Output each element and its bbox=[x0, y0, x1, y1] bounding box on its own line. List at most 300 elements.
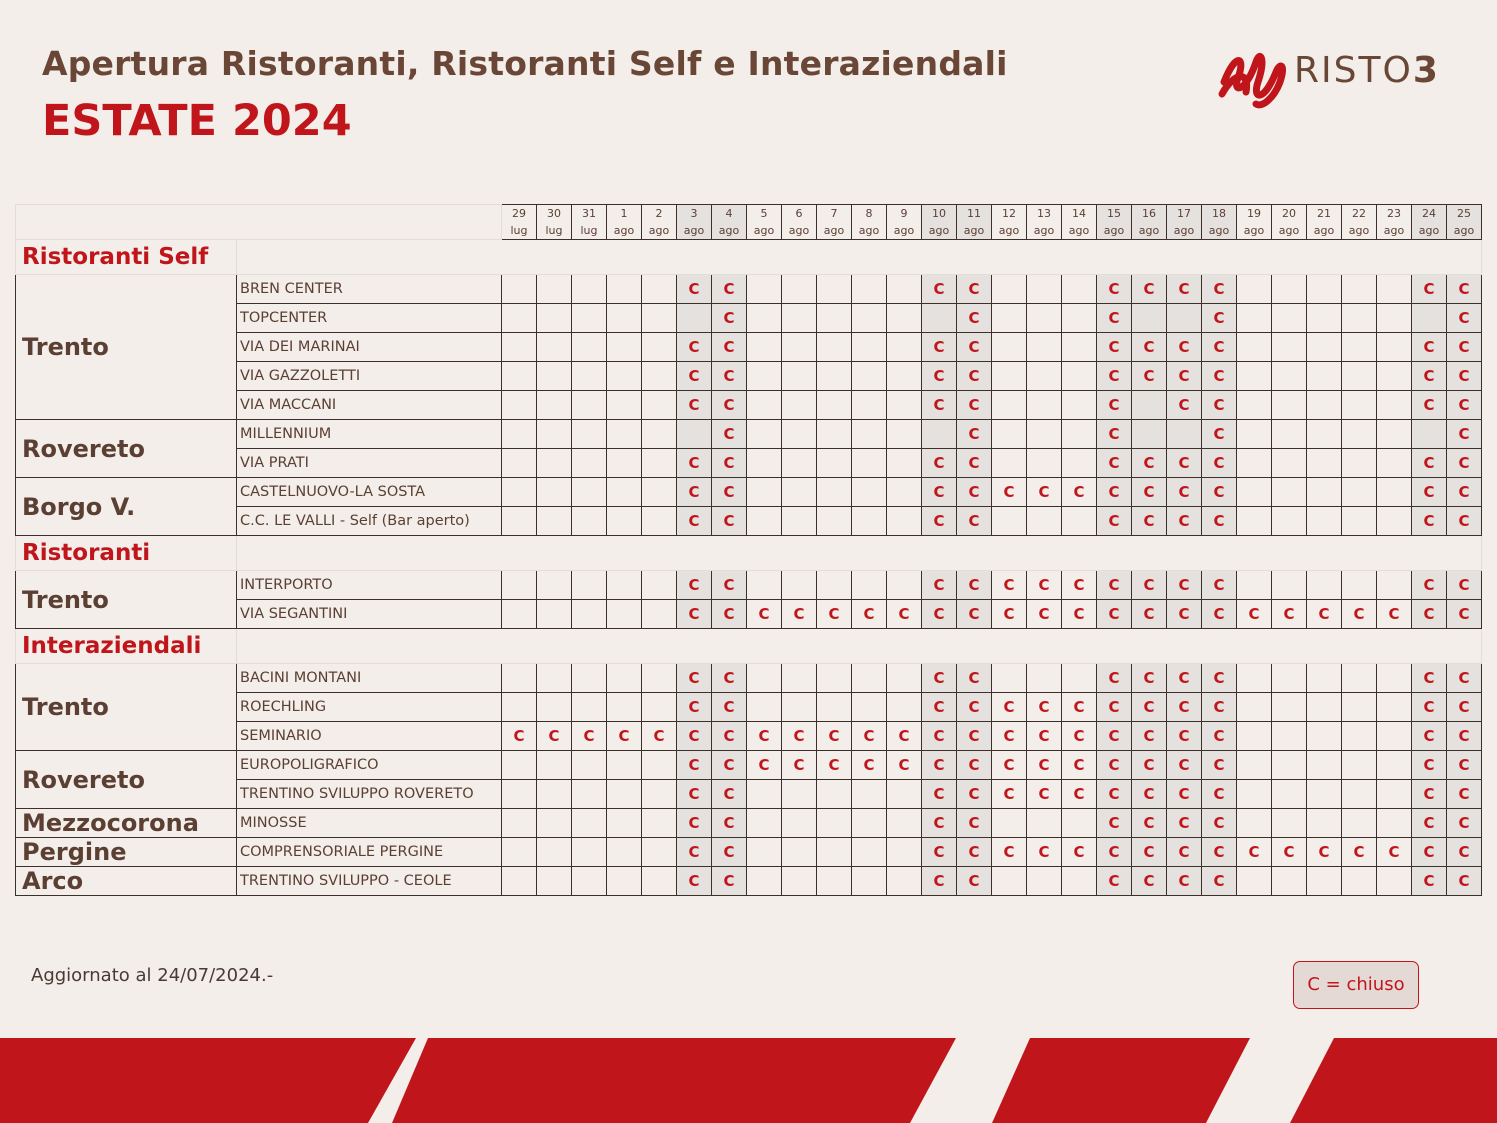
open-cell bbox=[1062, 362, 1097, 391]
closed-cell: C bbox=[1202, 780, 1237, 809]
open-cell bbox=[607, 867, 642, 896]
section-spacer bbox=[237, 629, 1482, 664]
open-cell bbox=[747, 693, 782, 722]
open-cell bbox=[537, 449, 572, 478]
open-cell bbox=[572, 600, 607, 629]
open-cell bbox=[1377, 571, 1412, 600]
open-cell bbox=[887, 449, 922, 478]
day-number: 11 bbox=[967, 207, 981, 220]
open-cell bbox=[782, 693, 817, 722]
closed-cell: C bbox=[922, 275, 957, 304]
day-number: 23 bbox=[1387, 207, 1401, 220]
closed-cell: C bbox=[957, 478, 992, 507]
month-label: ago bbox=[1068, 224, 1090, 237]
closed-cell: C bbox=[1167, 478, 1202, 507]
open-cell bbox=[992, 362, 1027, 391]
closed-cell: C bbox=[922, 751, 957, 780]
closed-cell: C bbox=[1097, 275, 1132, 304]
day-number: 4 bbox=[725, 207, 733, 220]
open-cell bbox=[887, 478, 922, 507]
closed-cell: C bbox=[817, 751, 852, 780]
closed-cell: C bbox=[887, 751, 922, 780]
scribble-mark-icon bbox=[1222, 56, 1283, 104]
month-label: ago bbox=[1173, 224, 1195, 237]
open-cell bbox=[1027, 420, 1062, 449]
closed-cell: C bbox=[1132, 838, 1167, 867]
open-cell bbox=[502, 333, 537, 362]
open-cell bbox=[537, 304, 572, 333]
closed-cell: C bbox=[712, 867, 747, 896]
closed-cell: C bbox=[992, 600, 1027, 629]
open-cell bbox=[852, 304, 887, 333]
restaurant-name: SEMINARIO bbox=[237, 722, 502, 751]
closed-cell: C bbox=[1097, 362, 1132, 391]
closed-cell: C bbox=[957, 722, 992, 751]
closed-cell: C bbox=[1062, 571, 1097, 600]
open-cell bbox=[572, 275, 607, 304]
table-row bbox=[16, 420, 1482, 449]
closed-cell: C bbox=[1237, 600, 1272, 629]
open-cell bbox=[502, 304, 537, 333]
open-cell bbox=[607, 333, 642, 362]
open-cell bbox=[1307, 478, 1342, 507]
closed-cell: C bbox=[502, 722, 537, 751]
closed-cell: C bbox=[1447, 722, 1482, 751]
open-cell bbox=[537, 391, 572, 420]
open-cell bbox=[817, 478, 852, 507]
open-cell bbox=[1237, 809, 1272, 838]
opening-table bbox=[15, 204, 1482, 896]
open-cell bbox=[607, 275, 642, 304]
open-cell bbox=[852, 664, 887, 693]
open-cell bbox=[817, 838, 852, 867]
open-cell bbox=[1272, 780, 1307, 809]
open-cell bbox=[782, 420, 817, 449]
closed-cell: C bbox=[712, 478, 747, 507]
closed-cell: C bbox=[957, 391, 992, 420]
month-label: ago bbox=[1383, 224, 1405, 237]
open-cell bbox=[817, 362, 852, 391]
closed-cell: C bbox=[992, 751, 1027, 780]
open-cell bbox=[1377, 664, 1412, 693]
closed-cell: C bbox=[1097, 333, 1132, 362]
open-cell bbox=[607, 391, 642, 420]
open-cell bbox=[502, 507, 537, 536]
day-number: 17 bbox=[1177, 207, 1191, 220]
open-cell bbox=[572, 664, 607, 693]
open-cell bbox=[817, 780, 852, 809]
closed-cell: C bbox=[817, 722, 852, 751]
date-header bbox=[1027, 205, 1062, 240]
closed-cell: C bbox=[537, 722, 572, 751]
open-cell bbox=[1307, 420, 1342, 449]
closed-cell: C bbox=[712, 507, 747, 536]
open-cell bbox=[1237, 304, 1272, 333]
closed-cell: C bbox=[1097, 507, 1132, 536]
open-cell bbox=[1272, 867, 1307, 896]
open-cell bbox=[1342, 304, 1377, 333]
open-cell bbox=[922, 304, 957, 333]
day-number: 7 bbox=[830, 207, 838, 220]
closed-cell: C bbox=[1202, 275, 1237, 304]
open-cell bbox=[537, 507, 572, 536]
closed-cell: C bbox=[1412, 751, 1447, 780]
open-cell bbox=[992, 420, 1027, 449]
header-blank bbox=[16, 205, 502, 240]
closed-cell: C bbox=[1447, 809, 1482, 838]
restaurant-name: TOPCENTER bbox=[237, 304, 502, 333]
closed-cell: C bbox=[852, 751, 887, 780]
closed-cell: C bbox=[1132, 507, 1167, 536]
closed-cell: C bbox=[1167, 275, 1202, 304]
closed-cell: C bbox=[1412, 809, 1447, 838]
open-cell bbox=[1377, 362, 1412, 391]
closed-cell: C bbox=[957, 333, 992, 362]
open-cell bbox=[1377, 275, 1412, 304]
closed-cell: C bbox=[782, 751, 817, 780]
date-header bbox=[1377, 205, 1412, 240]
closed-cell: C bbox=[677, 809, 712, 838]
month-label: ago bbox=[1278, 224, 1300, 237]
open-cell bbox=[572, 571, 607, 600]
open-cell bbox=[642, 391, 677, 420]
open-cell bbox=[1307, 780, 1342, 809]
open-cell bbox=[1062, 507, 1097, 536]
closed-cell: C bbox=[677, 722, 712, 751]
open-cell bbox=[852, 391, 887, 420]
closed-cell: C bbox=[1132, 571, 1167, 600]
date-header bbox=[537, 205, 572, 240]
restaurant-name: VIA DEI MARINAI bbox=[237, 333, 502, 362]
restaurant-name: VIA PRATI bbox=[237, 449, 502, 478]
restaurant-name: COMPRENSORIALE PERGINE bbox=[237, 838, 502, 867]
open-cell bbox=[572, 693, 607, 722]
closed-cell: C bbox=[1412, 838, 1447, 867]
closed-cell: C bbox=[1202, 867, 1237, 896]
closed-cell: C bbox=[957, 507, 992, 536]
restaurant-name: VIA SEGANTINI bbox=[237, 600, 502, 629]
open-cell bbox=[992, 391, 1027, 420]
open-cell bbox=[572, 304, 607, 333]
open-cell bbox=[992, 507, 1027, 536]
open-cell bbox=[747, 449, 782, 478]
open-cell bbox=[992, 809, 1027, 838]
open-cell bbox=[1377, 449, 1412, 478]
closed-cell: C bbox=[1307, 600, 1342, 629]
open-cell bbox=[992, 333, 1027, 362]
open-cell bbox=[1027, 664, 1062, 693]
open-cell bbox=[502, 420, 537, 449]
open-cell bbox=[1272, 275, 1307, 304]
open-cell bbox=[502, 571, 537, 600]
closed-cell: C bbox=[1202, 391, 1237, 420]
month-label: ago bbox=[1208, 224, 1230, 237]
closed-cell: C bbox=[957, 693, 992, 722]
open-cell bbox=[502, 391, 537, 420]
month-label: lug bbox=[580, 224, 598, 237]
closed-cell: C bbox=[712, 722, 747, 751]
open-cell bbox=[1272, 420, 1307, 449]
open-cell bbox=[607, 304, 642, 333]
month-label: ago bbox=[928, 224, 950, 237]
closed-cell: C bbox=[1097, 391, 1132, 420]
open-cell bbox=[782, 809, 817, 838]
day-number: 21 bbox=[1317, 207, 1331, 220]
closed-cell: C bbox=[922, 362, 957, 391]
city-label: Pergine bbox=[16, 838, 237, 867]
day-number: 2 bbox=[655, 207, 663, 220]
closed-cell: C bbox=[712, 420, 747, 449]
closed-cell: C bbox=[712, 693, 747, 722]
date-header bbox=[642, 205, 677, 240]
closed-cell: C bbox=[677, 780, 712, 809]
closed-cell: C bbox=[1202, 507, 1237, 536]
date-header bbox=[1447, 205, 1482, 240]
open-cell bbox=[1342, 751, 1377, 780]
open-cell bbox=[817, 420, 852, 449]
open-cell bbox=[852, 838, 887, 867]
closed-cell: C bbox=[1202, 693, 1237, 722]
open-cell bbox=[1342, 693, 1377, 722]
open-cell bbox=[1342, 420, 1377, 449]
closed-cell: C bbox=[1097, 571, 1132, 600]
open-cell bbox=[502, 664, 537, 693]
open-cell bbox=[1062, 275, 1097, 304]
city-label: Trento bbox=[16, 571, 237, 629]
closed-cell: C bbox=[1097, 449, 1132, 478]
closed-cell: C bbox=[712, 449, 747, 478]
closed-cell: C bbox=[1447, 478, 1482, 507]
day-number: 8 bbox=[865, 207, 873, 220]
date-header bbox=[1412, 205, 1447, 240]
closed-cell: C bbox=[957, 664, 992, 693]
closed-cell: C bbox=[992, 780, 1027, 809]
closed-cell: C bbox=[1132, 693, 1167, 722]
table-row bbox=[16, 571, 1482, 600]
open-cell bbox=[1307, 507, 1342, 536]
month-label: ago bbox=[1103, 224, 1125, 237]
open-cell bbox=[747, 507, 782, 536]
closed-cell: C bbox=[712, 571, 747, 600]
closed-cell: C bbox=[1132, 780, 1167, 809]
day-number: 30 bbox=[547, 207, 561, 220]
open-cell bbox=[1062, 809, 1097, 838]
closed-cell: C bbox=[957, 449, 992, 478]
closed-cell: C bbox=[1272, 838, 1307, 867]
closed-cell: C bbox=[1167, 391, 1202, 420]
open-cell bbox=[887, 664, 922, 693]
closed-cell: C bbox=[1097, 478, 1132, 507]
closed-cell: C bbox=[1307, 838, 1342, 867]
month-label: ago bbox=[1033, 224, 1055, 237]
closed-cell: C bbox=[1447, 867, 1482, 896]
open-cell bbox=[1062, 867, 1097, 896]
closed-cell: C bbox=[922, 571, 957, 600]
open-cell bbox=[747, 333, 782, 362]
open-cell bbox=[1342, 275, 1377, 304]
open-cell bbox=[502, 362, 537, 391]
city-label: Rovereto bbox=[16, 420, 237, 478]
open-cell bbox=[1412, 304, 1447, 333]
closed-cell: C bbox=[922, 600, 957, 629]
open-cell bbox=[642, 420, 677, 449]
closed-cell: C bbox=[1412, 449, 1447, 478]
open-cell bbox=[1342, 809, 1377, 838]
open-cell bbox=[782, 838, 817, 867]
month-label: ago bbox=[648, 224, 670, 237]
date-header bbox=[502, 205, 537, 240]
closed-cell: C bbox=[922, 333, 957, 362]
footer-stripes bbox=[0, 1038, 1497, 1123]
restaurant-name: INTERPORTO bbox=[237, 571, 502, 600]
open-cell bbox=[887, 304, 922, 333]
open-cell bbox=[817, 693, 852, 722]
closed-cell: C bbox=[1447, 420, 1482, 449]
open-cell bbox=[1307, 809, 1342, 838]
open-cell bbox=[642, 362, 677, 391]
open-cell bbox=[1237, 867, 1272, 896]
table-row bbox=[16, 664, 1482, 693]
closed-cell: C bbox=[1447, 304, 1482, 333]
closed-cell: C bbox=[1412, 478, 1447, 507]
open-cell bbox=[817, 275, 852, 304]
open-cell bbox=[1167, 420, 1202, 449]
open-cell bbox=[1377, 304, 1412, 333]
closed-cell: C bbox=[677, 571, 712, 600]
open-cell bbox=[607, 838, 642, 867]
open-cell bbox=[537, 693, 572, 722]
closed-cell: C bbox=[1132, 867, 1167, 896]
open-cell bbox=[1377, 722, 1412, 751]
closed-cell: C bbox=[1412, 867, 1447, 896]
logo-wordmark bbox=[1294, 50, 1440, 91]
open-cell bbox=[782, 275, 817, 304]
open-cell bbox=[1307, 693, 1342, 722]
open-cell bbox=[1027, 275, 1062, 304]
open-cell bbox=[887, 275, 922, 304]
open-cell bbox=[1342, 362, 1377, 391]
day-number: 12 bbox=[1002, 207, 1016, 220]
day-number: 19 bbox=[1247, 207, 1261, 220]
open-cell bbox=[1272, 478, 1307, 507]
open-cell bbox=[1272, 507, 1307, 536]
closed-cell: C bbox=[922, 867, 957, 896]
open-cell bbox=[782, 507, 817, 536]
closed-cell: C bbox=[572, 722, 607, 751]
closed-cell: C bbox=[1447, 391, 1482, 420]
closed-cell: C bbox=[1027, 478, 1062, 507]
month-label: lug bbox=[510, 224, 528, 237]
closed-cell: C bbox=[1202, 304, 1237, 333]
closed-cell: C bbox=[957, 809, 992, 838]
closed-cell: C bbox=[1202, 751, 1237, 780]
open-cell bbox=[782, 333, 817, 362]
legend-box: C = chiuso bbox=[1293, 961, 1419, 1009]
open-cell bbox=[537, 838, 572, 867]
closed-cell: C bbox=[1447, 275, 1482, 304]
closed-cell: C bbox=[642, 722, 677, 751]
open-cell bbox=[817, 333, 852, 362]
open-cell bbox=[1307, 362, 1342, 391]
open-cell bbox=[992, 664, 1027, 693]
restaurant-name: BREN CENTER bbox=[237, 275, 502, 304]
open-cell bbox=[502, 809, 537, 838]
open-cell bbox=[1237, 362, 1272, 391]
open-cell bbox=[817, 304, 852, 333]
open-cell bbox=[642, 449, 677, 478]
open-cell bbox=[817, 449, 852, 478]
closed-cell: C bbox=[1447, 693, 1482, 722]
open-cell bbox=[1342, 867, 1377, 896]
open-cell bbox=[1342, 722, 1377, 751]
open-cell bbox=[572, 391, 607, 420]
closed-cell: C bbox=[957, 780, 992, 809]
open-cell bbox=[747, 391, 782, 420]
open-cell bbox=[1272, 362, 1307, 391]
day-number: 1 bbox=[620, 207, 628, 220]
open-cell bbox=[537, 478, 572, 507]
closed-cell: C bbox=[677, 600, 712, 629]
day-number: 29 bbox=[512, 207, 526, 220]
open-cell bbox=[747, 275, 782, 304]
closed-cell: C bbox=[1377, 600, 1412, 629]
open-cell bbox=[607, 420, 642, 449]
open-cell bbox=[1272, 333, 1307, 362]
open-cell bbox=[852, 420, 887, 449]
closed-cell: C bbox=[677, 333, 712, 362]
date-header bbox=[852, 205, 887, 240]
open-cell bbox=[572, 780, 607, 809]
month-label: ago bbox=[963, 224, 985, 237]
open-cell bbox=[1237, 420, 1272, 449]
open-cell bbox=[1377, 809, 1412, 838]
closed-cell: C bbox=[887, 722, 922, 751]
closed-cell: C bbox=[712, 780, 747, 809]
open-cell bbox=[887, 391, 922, 420]
open-cell bbox=[1377, 391, 1412, 420]
open-cell bbox=[1132, 420, 1167, 449]
open-cell bbox=[607, 693, 642, 722]
closed-cell: C bbox=[1097, 420, 1132, 449]
open-cell bbox=[992, 304, 1027, 333]
date-header bbox=[607, 205, 642, 240]
open-cell bbox=[747, 304, 782, 333]
open-cell bbox=[1237, 449, 1272, 478]
section-spacer bbox=[237, 536, 1482, 571]
closed-cell: C bbox=[1027, 780, 1062, 809]
closed-cell: C bbox=[747, 600, 782, 629]
day-number: 14 bbox=[1072, 207, 1086, 220]
day-number: 25 bbox=[1457, 207, 1471, 220]
open-cell bbox=[817, 867, 852, 896]
closed-cell: C bbox=[957, 751, 992, 780]
closed-cell: C bbox=[992, 571, 1027, 600]
closed-cell: C bbox=[1342, 838, 1377, 867]
open-cell bbox=[1307, 722, 1342, 751]
open-cell bbox=[852, 867, 887, 896]
open-cell bbox=[642, 571, 677, 600]
open-cell bbox=[607, 362, 642, 391]
closed-cell: C bbox=[1132, 809, 1167, 838]
closed-cell: C bbox=[1062, 478, 1097, 507]
open-cell bbox=[642, 693, 677, 722]
closed-cell: C bbox=[1202, 571, 1237, 600]
closed-cell: C bbox=[957, 571, 992, 600]
open-cell bbox=[887, 420, 922, 449]
open-cell bbox=[572, 867, 607, 896]
open-cell bbox=[1132, 391, 1167, 420]
open-cell bbox=[747, 420, 782, 449]
